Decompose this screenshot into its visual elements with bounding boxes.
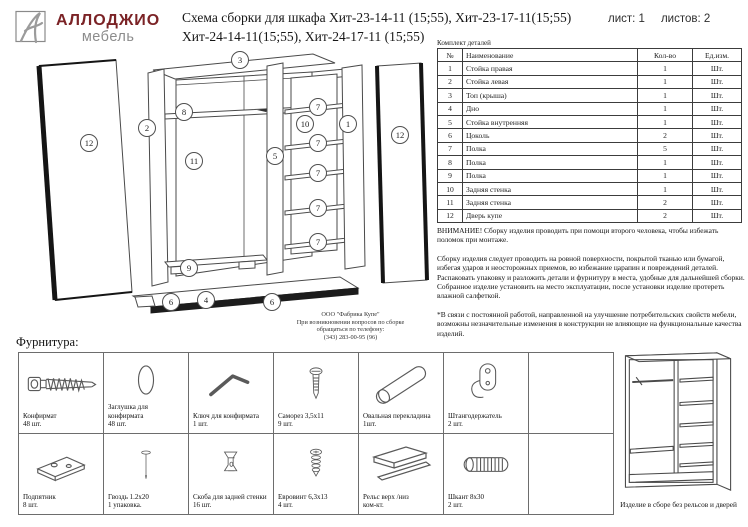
floor-glide-icon: [19, 434, 103, 493]
table-cell: 7: [438, 142, 463, 155]
fitting-label: [274, 493, 358, 514]
table-cell: Задняя стенка: [463, 196, 638, 209]
table-row: [438, 142, 742, 155]
table-cell: Шт.: [693, 182, 742, 195]
factory-note-line: (343) 283-00-95 (96): [323, 333, 378, 341]
table-cell: 8: [438, 156, 463, 169]
assembled-view: [612, 348, 745, 509]
table-cell: 1: [638, 115, 693, 128]
sheet-info: [608, 13, 740, 25]
fitting-cell: [274, 434, 359, 515]
notes-paragraphs: [437, 254, 745, 301]
table-cell: Шт.: [693, 115, 742, 128]
table-row: [438, 196, 742, 209]
title-line-1: Схема сборки для шкафа Хит-23-14-11 (15;55), Хит-23-17-11(15;55): [182, 10, 572, 25]
callout-number: 12: [395, 130, 405, 140]
fitting-cell: [274, 353, 359, 434]
callout-number: 7: [315, 102, 321, 112]
brand-name: АЛЛОДЖИО: [56, 12, 161, 29]
fitting-label: [104, 493, 188, 514]
note-paragraph: Собранное изделие установить на место эксплуатации, после установки изделие протереть влажной салфеткой.: [437, 282, 725, 301]
table-cell: 1: [438, 62, 463, 75]
table-cell: Топ (крыша): [463, 89, 638, 102]
table-cell: 1: [638, 62, 693, 75]
table-cell: Шт.: [693, 156, 742, 169]
table-cell: 10: [438, 182, 463, 195]
brand-sub: мебель: [81, 29, 135, 45]
fitting-name: Ключ для конфирмата: [193, 411, 259, 420]
fitting-cell: [19, 353, 104, 434]
exploded-diagram: [15, 48, 435, 338]
callout-number: 5: [272, 151, 278, 161]
table-cell: 2: [438, 75, 463, 88]
fitting-name: Шкант 8х30: [448, 492, 485, 501]
sheet-number: лист: 1: [608, 13, 645, 25]
fitting-qty: 48 шт.: [23, 420, 42, 429]
fitting-label: [359, 493, 443, 514]
table-cell: 1: [638, 169, 693, 182]
callout-number: 10: [300, 119, 310, 129]
fitting-cell: [359, 434, 444, 515]
fitting-name: Конфирмат: [23, 411, 57, 420]
dowel-icon: [444, 434, 528, 493]
parts-table-body: [438, 62, 742, 223]
logo: [14, 9, 160, 46]
table-cell: 11: [438, 196, 463, 209]
fittings-title: Фурнитура:: [16, 335, 79, 349]
fitting-cell: [104, 434, 189, 515]
fitting-label: [359, 412, 443, 433]
fitting-qty: 2 шт.: [448, 501, 463, 510]
callout-number: 2: [144, 123, 150, 133]
fitting-qty: 9 шт.: [278, 420, 293, 429]
factory-note-line: ООО "Фабрика Купе": [321, 311, 380, 318]
fitting-name: Рельс верх /низ: [363, 492, 409, 501]
fitting-name: Скоба для задней стенки: [193, 492, 267, 501]
brand-block: [56, 12, 160, 45]
table-cell: Шт.: [693, 129, 742, 142]
fitting-name: Подпятник: [23, 492, 56, 501]
callout-number: 7: [315, 237, 321, 247]
fitting-name: Евровинт 6,3х13: [278, 492, 328, 501]
fitting-label: [444, 412, 528, 433]
table-cell: Шт.: [693, 75, 742, 88]
oval-rail-icon: [359, 353, 443, 412]
callout-number: 4: [203, 295, 209, 305]
fitting-name: Овальная перекладина: [363, 411, 431, 420]
table-cell: 2: [638, 196, 693, 209]
rail-profile-icon: [359, 434, 443, 493]
parts-table: [437, 48, 742, 223]
table-row: [438, 115, 742, 128]
callout-number: 3: [237, 55, 243, 65]
fitting-qty: 1шт.: [363, 420, 377, 429]
assembled-caption: Изделие в сборе без рельсов и дверей: [620, 500, 737, 509]
fitting-cell: [19, 434, 104, 515]
factory-note-line: обращаться по телефону:: [316, 326, 385, 334]
table-cell: Шт.: [693, 89, 742, 102]
table-cell: 2: [638, 209, 693, 222]
table-cell: 3: [438, 89, 463, 102]
notes-section: [437, 226, 745, 338]
nail-icon: [104, 434, 188, 493]
cap-icon: [104, 353, 188, 403]
screw-icon: [274, 353, 358, 412]
fitting-name: Штангодержатель: [448, 411, 502, 420]
fitting-cell: [189, 353, 274, 434]
fitting-qty: 2 шт.: [448, 420, 463, 429]
fitting-cell: [444, 353, 529, 434]
table-cell: Полка: [463, 169, 638, 182]
table-cell: Шт.: [693, 209, 742, 222]
table-cell: 1: [638, 182, 693, 195]
table-cell: 1: [638, 89, 693, 102]
callout-number: 12: [84, 138, 94, 148]
callout-number: 7: [315, 138, 321, 148]
table-row: [438, 62, 742, 75]
fitting-qty: 1 шт.: [193, 420, 208, 429]
fitting-cell-empty: [529, 434, 614, 515]
table-cell: 1: [638, 75, 693, 88]
fitting-name: Саморез 3,5х11: [278, 411, 324, 420]
table-cell: 1: [638, 102, 693, 115]
fittings-grid: [18, 352, 614, 515]
fitting-cell: [444, 434, 529, 515]
title-line-2: Хит-24-14-11(15;55), Хит-24-17-11 (15;55): [182, 29, 425, 44]
bracket-icon: [189, 434, 273, 493]
exploded-diagram-svg: [15, 48, 435, 338]
table-row: [438, 169, 742, 182]
table-row: [438, 102, 742, 115]
callout-number: 7: [315, 168, 321, 178]
callout-number: 6: [269, 297, 275, 307]
fitting-name: Заглушка для конфирмата: [108, 403, 148, 420]
table-header-cell: №: [438, 49, 463, 62]
table-header-row: [438, 49, 742, 62]
table-cell: Шт.: [693, 62, 742, 75]
fitting-cell-empty: [529, 353, 614, 434]
warning-text: ВНИМАНИЕ! Сборку изделия проводить при помощи второго человека, чтобы избежать поломок при монтаже.: [437, 226, 719, 245]
callout-number: 9: [186, 263, 192, 273]
fitting-label: [19, 412, 103, 433]
table-cell: Шт.: [693, 169, 742, 182]
callout-number: 6: [168, 297, 174, 307]
callout-number: 1: [345, 119, 351, 129]
fitting-qty: 1 упаковка.: [108, 501, 142, 510]
table-cell: 9: [438, 169, 463, 182]
table-cell: Дверь купе: [463, 209, 638, 222]
table-row: [438, 182, 742, 195]
fitting-label: [19, 493, 103, 514]
fitting-qty: 16 шт.: [193, 501, 212, 510]
table-cell: Дно: [463, 102, 638, 115]
callout-number: 11: [189, 156, 199, 166]
fitting-qty: 4 шт.: [278, 501, 293, 510]
table-cell: Задняя стенка: [463, 182, 638, 195]
table-cell: Шт.: [693, 196, 742, 209]
fitting-cell: [359, 353, 444, 434]
table-cell: 4: [438, 102, 463, 115]
fitting-label: [189, 412, 273, 433]
table-row: [438, 129, 742, 142]
hex-key-icon: [189, 353, 273, 412]
table-cell: Полка: [463, 156, 638, 169]
fitting-label: [189, 493, 273, 514]
fitting-qty: 48 шт.: [108, 420, 127, 429]
factory-note: [258, 311, 443, 341]
rod-holder-icon: [444, 353, 528, 412]
table-header-cell: Наименование: [463, 49, 638, 62]
table-cell: 1: [638, 156, 693, 169]
table-cell: Полка: [463, 142, 638, 155]
table-cell: 12: [438, 209, 463, 222]
fitting-name: Гвоздь 1.2х20: [108, 492, 149, 501]
callout-number: 7: [315, 203, 321, 213]
parts-table-section: [437, 39, 729, 223]
fitting-cell: [189, 434, 274, 515]
euro-screw-icon: [274, 434, 358, 493]
table-header-cell: Кол-во: [638, 49, 693, 62]
table-cell: 2: [638, 129, 693, 142]
table-row: [438, 89, 742, 102]
fitting-label: [444, 493, 528, 514]
table-cell: Цоколь: [463, 129, 638, 142]
table-cell: Шт.: [693, 102, 742, 115]
callout-number: 8: [181, 107, 187, 117]
table-cell: 5: [438, 115, 463, 128]
note-paragraph: Сборку изделия следует проводить на ровной поверхности, покрытой тканью или бумагой, избегая ударов и неосторожных приемов, во избежание царапин и повреждений деталей.: [437, 253, 725, 273]
table-cell: Стойка левая: [463, 75, 638, 88]
table-cell: Стойка правая: [463, 62, 638, 75]
note-paragraph: Распаковать упаковку и разложить детали и фурнитуру в места, удобные для дальнейшей сборки.: [437, 272, 745, 282]
table-cell: 5: [638, 142, 693, 155]
footnote-text: *В связи с постоянной работой, направленной на улучшение потребительских свойств мебели, возможны незначительные изменения в конструкции не влияющие на функциональные качества изделий.: [437, 309, 742, 338]
logo-a-icon: [14, 9, 48, 46]
parts-table-caption: Комплект деталей: [437, 39, 491, 47]
table-row: [438, 75, 742, 88]
table-header-cell: Ед.изм.: [693, 49, 742, 62]
fitting-label: [104, 403, 188, 433]
table-row: [438, 156, 742, 169]
table-row: [438, 209, 742, 222]
factory-note-line: При возникновении вопросов по сборке: [296, 318, 405, 326]
table-cell: Шт.: [693, 142, 742, 155]
fitting-label: [274, 412, 358, 433]
sheets-total: листов: 2: [660, 13, 711, 25]
confirmat-screw-icon: [19, 353, 103, 412]
table-cell: Стойка внутренняя: [463, 115, 638, 128]
fitting-qty: ком-кт.: [363, 501, 384, 510]
fitting-cell: [104, 353, 189, 434]
fitting-qty: 8 шт.: [23, 501, 38, 510]
assembled-wardrobe-icon: [614, 348, 744, 496]
table-cell: 6: [438, 129, 463, 142]
